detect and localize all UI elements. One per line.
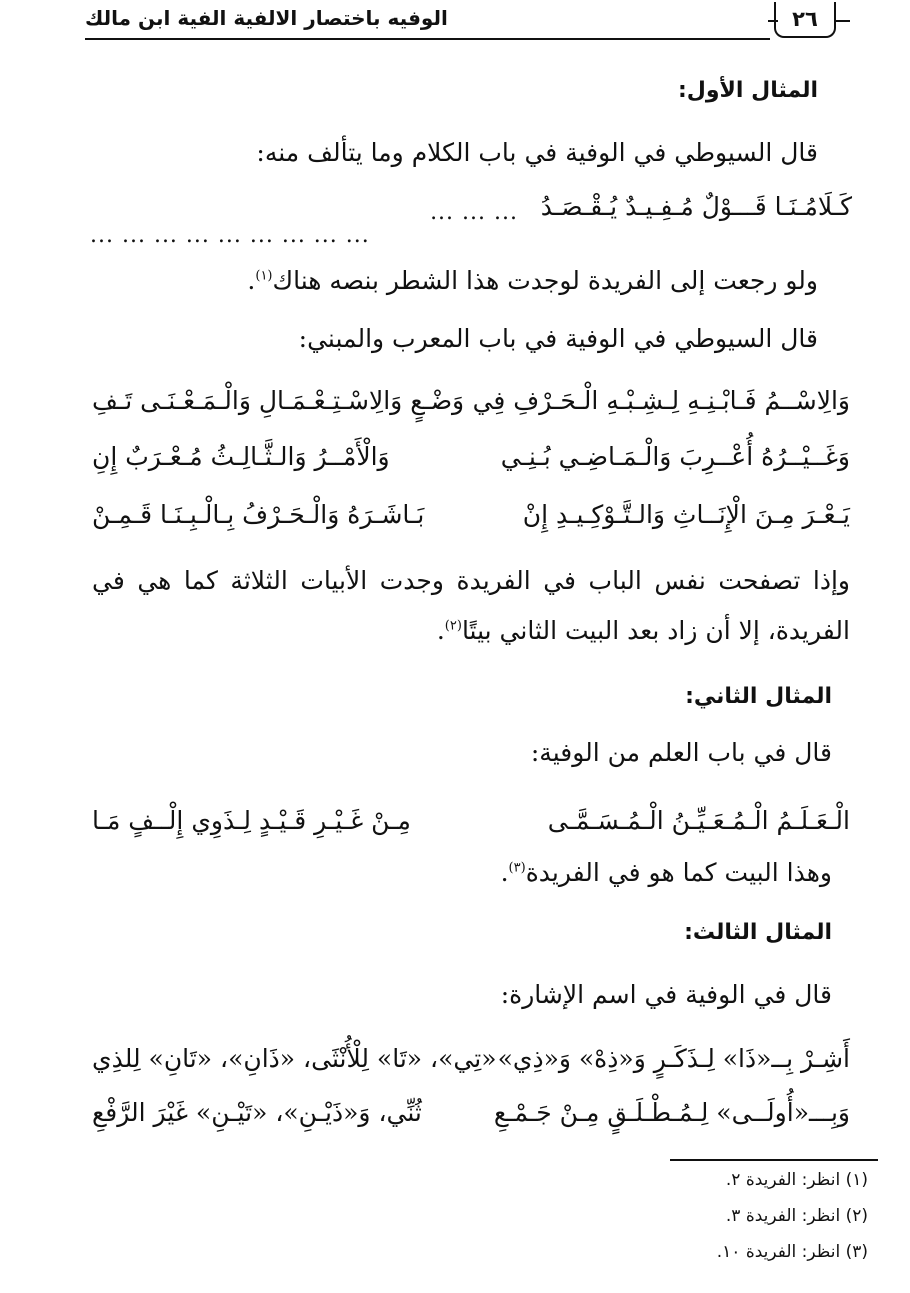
ex1b-note-text: الفريدة، إلا أن زاد بعد البيت الثاني بيتًا xyxy=(461,616,850,645)
footnote-1: (١) انظر: الفريدة ٢. xyxy=(725,1170,868,1190)
verse-ex1: كَـلَامُـنَـا قَـــوْلٌ مُـفِـيـدٌ يُـقْـصَـدُ xyxy=(540,192,852,221)
footnote-ref-2: (٢) xyxy=(444,618,462,634)
verse-hemistich-right: وَبِـــ«أُولَــى» لِـمُـطْـلَـقٍ مِـنْ جَـمْـعِ xyxy=(493,1098,850,1127)
header-tick-left xyxy=(768,20,778,22)
verse-hemistich-left: مِـنْ غَـيْـرِ قَـيْـدٍ لِـذَوِي إِلْــفٍ مَـا xyxy=(92,806,411,835)
paragraph-ex1-intro: قال السيوطي في الوفية في باب الكلام وما يتألف منه: xyxy=(256,138,818,167)
verse-hemistich-right: يَـعْـرَ مِـنَ الْإِنَــاثِ وَالـتَّـوْكِـيـدِ إِنْ xyxy=(522,500,850,529)
verse-hemistich-left: ثُنِّي، وَ«ذَيْـنِ»، «تَيْـنِ» غَيْرَ الرَّفْعِ xyxy=(92,1098,422,1127)
verse-row xyxy=(92,442,850,488)
footnote-ref-3: (٣) xyxy=(508,860,526,876)
page-header xyxy=(85,4,850,40)
ex2-note-end: . xyxy=(500,858,509,887)
verse-row xyxy=(92,806,850,852)
ex1-note-end: . xyxy=(247,266,256,295)
verse-hemistich-left: وَالْأَمْــرُ وَالـثَّـالِـثُ مُـعْـرَبٌ إِنِ xyxy=(92,442,390,471)
verse-hemistich-right: وَغَــيْــرُهُ أُعْــرِبَ وَالْـمَـاضِـي بُـنِـي xyxy=(500,442,850,471)
verse-row xyxy=(92,1098,850,1144)
verse-row xyxy=(92,500,850,546)
paragraph-ex2-intro: قال في باب العلم من الوفية: xyxy=(530,738,832,767)
heading-example-2: المثال الثاني: xyxy=(685,684,832,709)
verse-row xyxy=(92,1044,850,1090)
verse-hemistich-left: بَـاشَـرَهُ وَالْـحَـرْفُ بِـالْـبِـنَـا قَـمِـنْ xyxy=(92,500,425,529)
paragraph-ex3-intro: قال في الوفية في اسم الإشارة: xyxy=(500,980,832,1009)
verse-hemistich-right: الْـعَـلَـمُ الْـمُـعَـيِّـنُ الْـمُـسَـمَّـى xyxy=(547,806,850,835)
verse-row xyxy=(92,386,850,432)
footnote-rule xyxy=(670,1159,878,1161)
header-rule xyxy=(85,38,770,40)
paragraph-ex1b-note-line1: وإذا تصفحت نفس الباب في الفريدة وجدت الأبيات الثلاثة كما هي في xyxy=(92,566,850,595)
verse-hemistich-right: وَالِاسْــمُ فَـابْـنِـهِ لِـشِـبْـهِ الْـحَـرْفِ فِي xyxy=(472,386,850,415)
verse-hemistich-left: وَضْـعٍ وَالِاسْـتِـعْـمَـالِ وَالْـمَـعْـنَـى تَـفِ xyxy=(92,386,465,415)
ex1-note-text: ولو رجعت إلى الفريدة لوجدت هذا الشطر بنصه هناك xyxy=(272,266,818,295)
heading-example-1: المثال الأول: xyxy=(677,78,818,103)
paragraph-ex2-note xyxy=(501,858,832,887)
verse-hemistich-right: أَشِـرْ بِــ«ذَا» لِـذَكَـرٍ وَ«ذِهْ» وَ«ذِي» xyxy=(497,1044,850,1073)
paragraph-ex1-note xyxy=(247,266,818,295)
paragraph-ex1b-intro: قال السيوطي في الوفية في باب المعرب والمبني: xyxy=(298,324,818,353)
ex2-note-text: وهذا البيت كما هو في الفريدة xyxy=(525,858,832,887)
heading-example-3: المثال الثالث: xyxy=(684,920,832,945)
verse-hemistich-left: «تِي»، «تَا» لِلْأُنْثَى، «ذَانِ»، «تَانِ» لِلذِي xyxy=(92,1044,497,1073)
header-tick-right xyxy=(836,20,850,22)
running-title: الوفيه باختصار الالفية الفية ابن مالك xyxy=(85,6,448,30)
paragraph-ex1b-note-line2 xyxy=(437,616,850,645)
footnote-ref-1: (١) xyxy=(255,268,273,284)
page-number: ٢٦ xyxy=(774,2,836,38)
footnote-2: (٢) انظر: الفريدة ٣. xyxy=(725,1206,868,1226)
ellipsis-right: ... ... ... xyxy=(430,200,518,225)
ex1b-note-end: . xyxy=(436,616,445,645)
footnote-3: (٣) انظر: الفريدة ١٠. xyxy=(716,1242,868,1262)
ellipsis-left: ... ... ... ... ... ... ... ... ... xyxy=(90,223,370,248)
